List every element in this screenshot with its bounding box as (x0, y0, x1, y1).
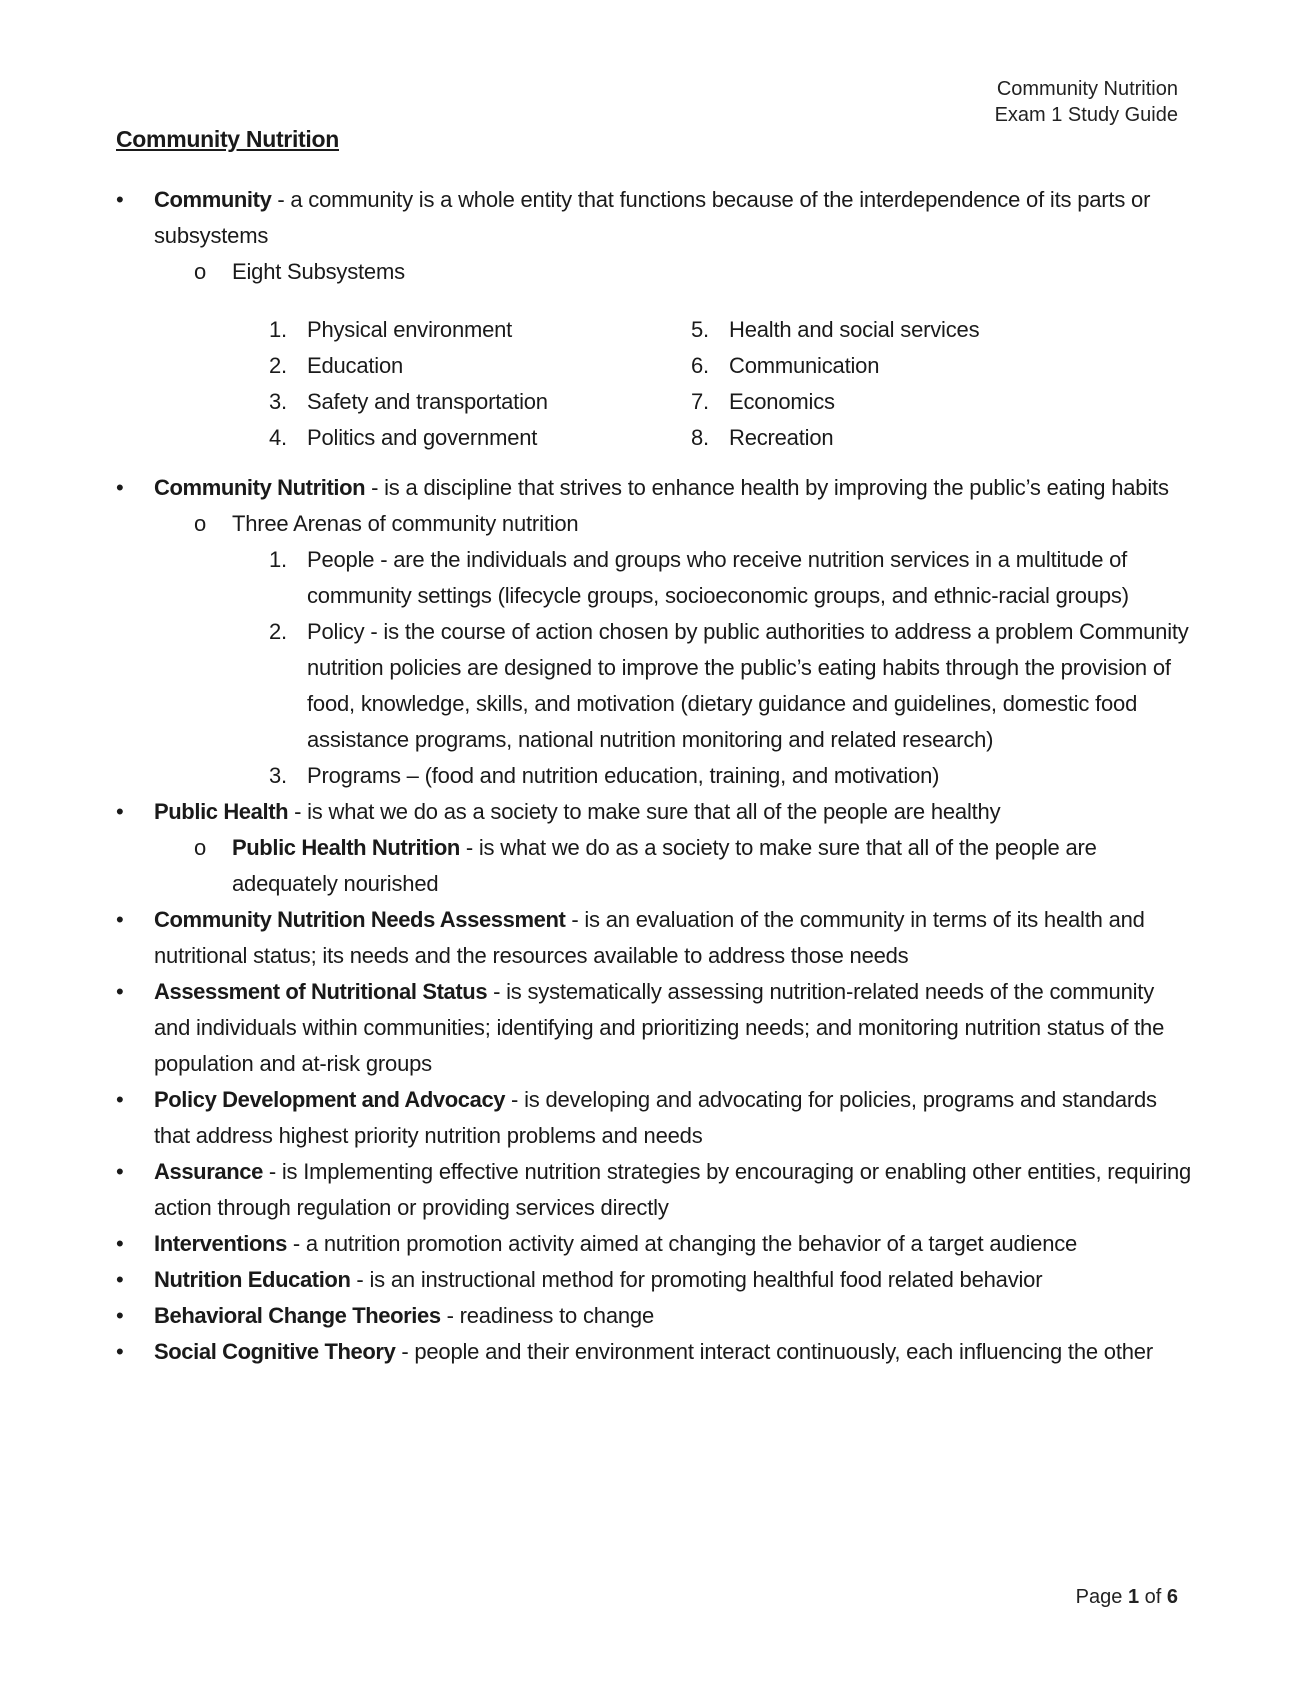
header-guide: Exam 1 Study Guide (994, 104, 1178, 126)
arena-policy: 2. Policy - is the course of action chosen by public authorities to address a problem Community nutrition policies are designed to improve the public’s eating habits through the provision of food, knowledge, skills, and motivation (dietary guidance and guidelines, domestic food assistance programs, national nutrition monitoring and related research) (269, 619, 1189, 752)
footer-page-word: Page (1075, 1586, 1123, 1608)
list-item: 8. Recreation (691, 425, 834, 450)
term-community-nutrition: Community Nutrition (154, 475, 366, 500)
bullet-community-nutrition (116, 470, 1196, 506)
list-item: 5. Health and social services (691, 317, 980, 342)
bullet-definition: • Assurance - is Implementing effective nutrition strategies by encouraging or enabling other entities, requiring action through regulation or providing services directly (116, 1154, 1196, 1226)
list-item: 1. Physical environment (269, 317, 513, 342)
bullet-public-health (116, 794, 1196, 830)
term-public-health: Public Health (154, 799, 289, 824)
subsystems-left-column (116, 312, 691, 456)
term-public-health-nutrition: Public Health Nutrition (232, 835, 460, 860)
sub-bullet-marker: o (194, 511, 207, 536)
list-item: 4. Politics and government (269, 425, 538, 450)
footer-page-total: 6 (1166, 1586, 1178, 1608)
sub-label: Three Arenas of community nutrition (232, 511, 579, 536)
arena-people: 1. People - are the individuals and groups who receive nutrition services in a multitude of community settings (lifecycle groups, socioeconomic groups, and ethnic-racial groups) (269, 547, 1129, 608)
definition-public-health-nutrition: - is what we do as a society to make sure that all of the people are adequately nourished (232, 835, 1097, 896)
bullet-definition: • Nutrition Education - is an instructional method for promoting healthful food related behavior (116, 1262, 1196, 1298)
footer-of-word: of (1144, 1586, 1162, 1608)
definition-public-health: - is what we do as a society to make sure that all of the people are healthy (288, 799, 1001, 824)
arena-programs: 3. Programs – (food and nutrition education, training, and motivation) (269, 763, 940, 788)
bullet-definition: • Social Cognitive Theory - people and their environment interact continuously, each influencing the other (116, 1334, 1196, 1370)
list-item: 3. Safety and transportation (269, 389, 548, 414)
term-community: Community (154, 187, 272, 212)
bullet-definition: • Behavioral Change Theories - readiness to change (116, 1298, 1196, 1334)
list-item: 2. Education (269, 353, 404, 378)
bullet-community (116, 182, 1196, 254)
document-title: Community Nutrition (116, 126, 339, 152)
sub-bullet-marker: o (194, 259, 207, 284)
sub-three-arenas (116, 506, 1196, 542)
sub-eight-subsystems (116, 254, 1196, 290)
bullet-definition: • Policy Development and Advocacy - is developing and advocating for policies, programs and standards that address highest priority nutrition problems and needs (116, 1082, 1196, 1154)
header-course: Community Nutrition (996, 78, 1178, 100)
bullet-definition: • Assessment of Nutritional Status - is systematically assessing nutrition-related needs of the community and individuals within communities; identifying and prioritizing needs; and monitoring nutrition status of the population and at-risk groups (116, 974, 1196, 1082)
definition-community: - a community is a whole entity that functions because of the interdependence of its parts or subsystems (154, 187, 1151, 248)
page-header (995, 76, 1178, 128)
list-item: 6. Communication (691, 353, 880, 378)
subsystems-columns (116, 312, 1196, 456)
list-item: 7. Economics (691, 389, 835, 414)
bullet-definition: • Interventions - a nutrition promotion activity aimed at changing the behavior of a target audience (116, 1226, 1196, 1262)
sub-label: Eight Subsystems (232, 259, 405, 284)
subsystems-right-column (691, 312, 1196, 456)
definition-community-nutrition: - is a discipline that strives to enhance health by improving the public’s eating habits (365, 475, 1169, 500)
page-footer (1076, 1586, 1178, 1609)
footer-page-number: 1 (1127, 1586, 1140, 1608)
bullet-definition: • Community Nutrition Needs Assessment - is an evaluation of the community in terms of its health and nutritional status; its needs and the resources available to address those needs (116, 902, 1196, 974)
document-body (116, 182, 1196, 1370)
sub-public-health-nutrition (116, 830, 1196, 902)
sub-bullet-marker: o (194, 835, 207, 860)
